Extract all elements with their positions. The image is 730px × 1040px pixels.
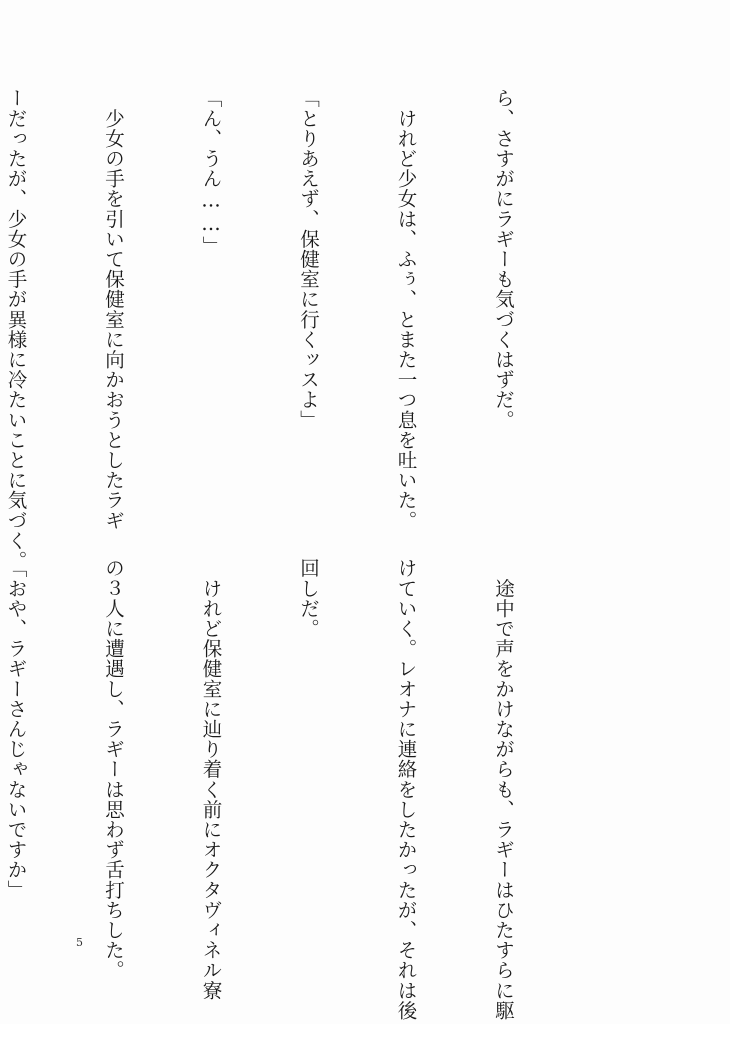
text-line: けていく。レオナに連絡をしたかったが、それは後 bbox=[394, 558, 418, 1021]
text-line: の３人に遭遇し、ラギーは思わず舌打ちした。 bbox=[102, 558, 125, 981]
text-line: 「ん、うん……」 bbox=[199, 88, 223, 256]
text-line: 回しだ。 bbox=[297, 558, 320, 639]
text-line: ら、さすがにラギーも気づくはずだ。 bbox=[492, 88, 515, 430]
text-line: 「とりあえず、保健室に行くッスよ」 bbox=[297, 88, 320, 430]
text-line: 「おや、ラギーさんじゃないですか」 bbox=[4, 558, 28, 900]
text-line: けれど保健室に辿り着く前にオクタヴィネル寮 bbox=[199, 558, 223, 1001]
text-line: ーだったが、少女の手が異様に冷たいことに気づく。 bbox=[4, 88, 28, 571]
text-column-top bbox=[4, 88, 584, 571]
page-number: 5 bbox=[76, 936, 83, 949]
text-line: 途中で声をかけながらも、ラギーはひたすらに駆 bbox=[492, 558, 515, 1021]
text-line: けれど少女は、ふぅ、とまた一つ息を吐いた。 bbox=[394, 88, 418, 531]
text-column-bottom bbox=[4, 558, 584, 1021]
text-line: 少女の手を引いて保健室に向かおうとしたラギ bbox=[102, 88, 125, 531]
